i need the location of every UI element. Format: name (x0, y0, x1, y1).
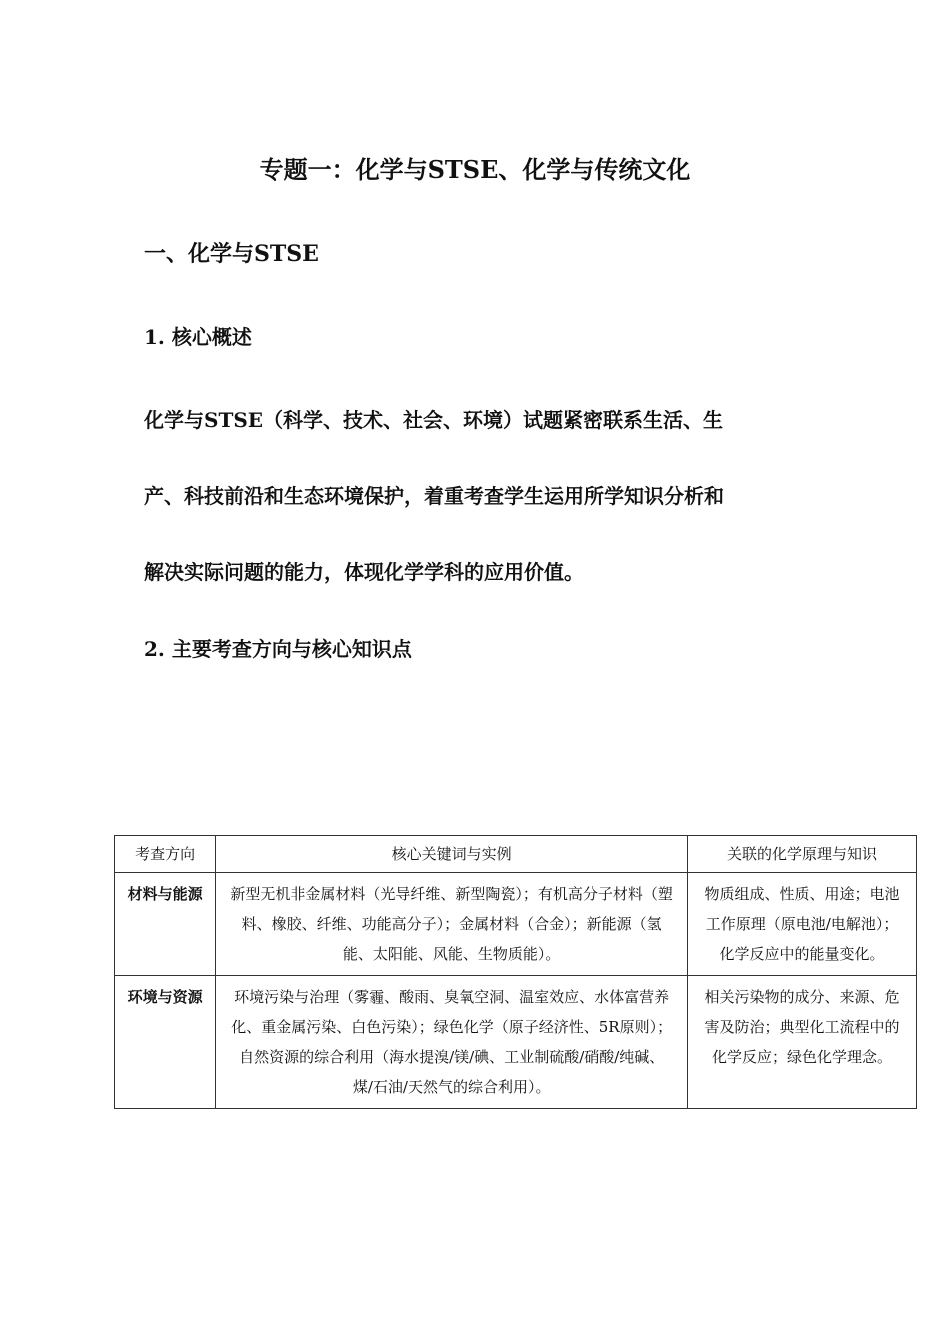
overview-line: 产、科技前沿和生态环境保护，着重考查学生运用所学知识分析和 (144, 484, 724, 508)
overview-paragraph (144, 398, 814, 626)
subsection-heading-overview: 1. 核心概述 (144, 325, 252, 349)
overview-line: 解决实际问题的能力，体现化学学科的应用价值。 (144, 560, 584, 584)
cell-principles: 相关污染物的成分、来源、危害及防治；典型化工流程中的化学反应；绿色化学理念。 (688, 976, 917, 1109)
overview-line: 化学与STSE（科学、技术、社会、环境）试题紧密联系生活、生 (144, 408, 724, 432)
cell-principles: 物质组成、性质、用途；电池工作原理（原电池/电解池）；化学反应中的能量变化。 (688, 873, 917, 976)
cell-keywords: 环境污染与治理（雾霾、酸雨、臭氧空洞、温室效应、水体富营养化、重金属污染、白色污染）；绿色化学（原子经济性、5R原则）；自然资源的综合利用（海水提溴/镁/碘、工业制硫酸/硝酸/纯碱、煤/石油/天然气的综合利用）。 (216, 976, 688, 1109)
document-title: 专题一：化学与STSE、化学与传统文化 (259, 155, 691, 184)
section-heading: 一、化学与STSE (144, 241, 319, 267)
table-row (115, 873, 917, 976)
cell-direction: 环境与资源 (115, 976, 216, 1109)
cell-keywords: 新型无机非金属材料（光导纤维、新型陶瓷）；有机高分子材料（塑料、橡胶、纤维、功能高分子）；金属材料（合金）；新能源（氢能、太阳能、风能、生物质能）。 (216, 873, 688, 976)
table-row (115, 976, 917, 1109)
table-header-row (115, 836, 917, 873)
header-direction: 考查方向 (115, 836, 216, 873)
header-keywords: 核心关键词与实例 (216, 836, 688, 873)
cell-direction: 材料与能源 (115, 873, 216, 976)
header-principles: 关联的化学原理与知识 (688, 836, 917, 873)
knowledge-table (114, 835, 917, 1109)
subsection-heading-directions: 2. 主要考查方向与核心知识点 (144, 637, 412, 661)
